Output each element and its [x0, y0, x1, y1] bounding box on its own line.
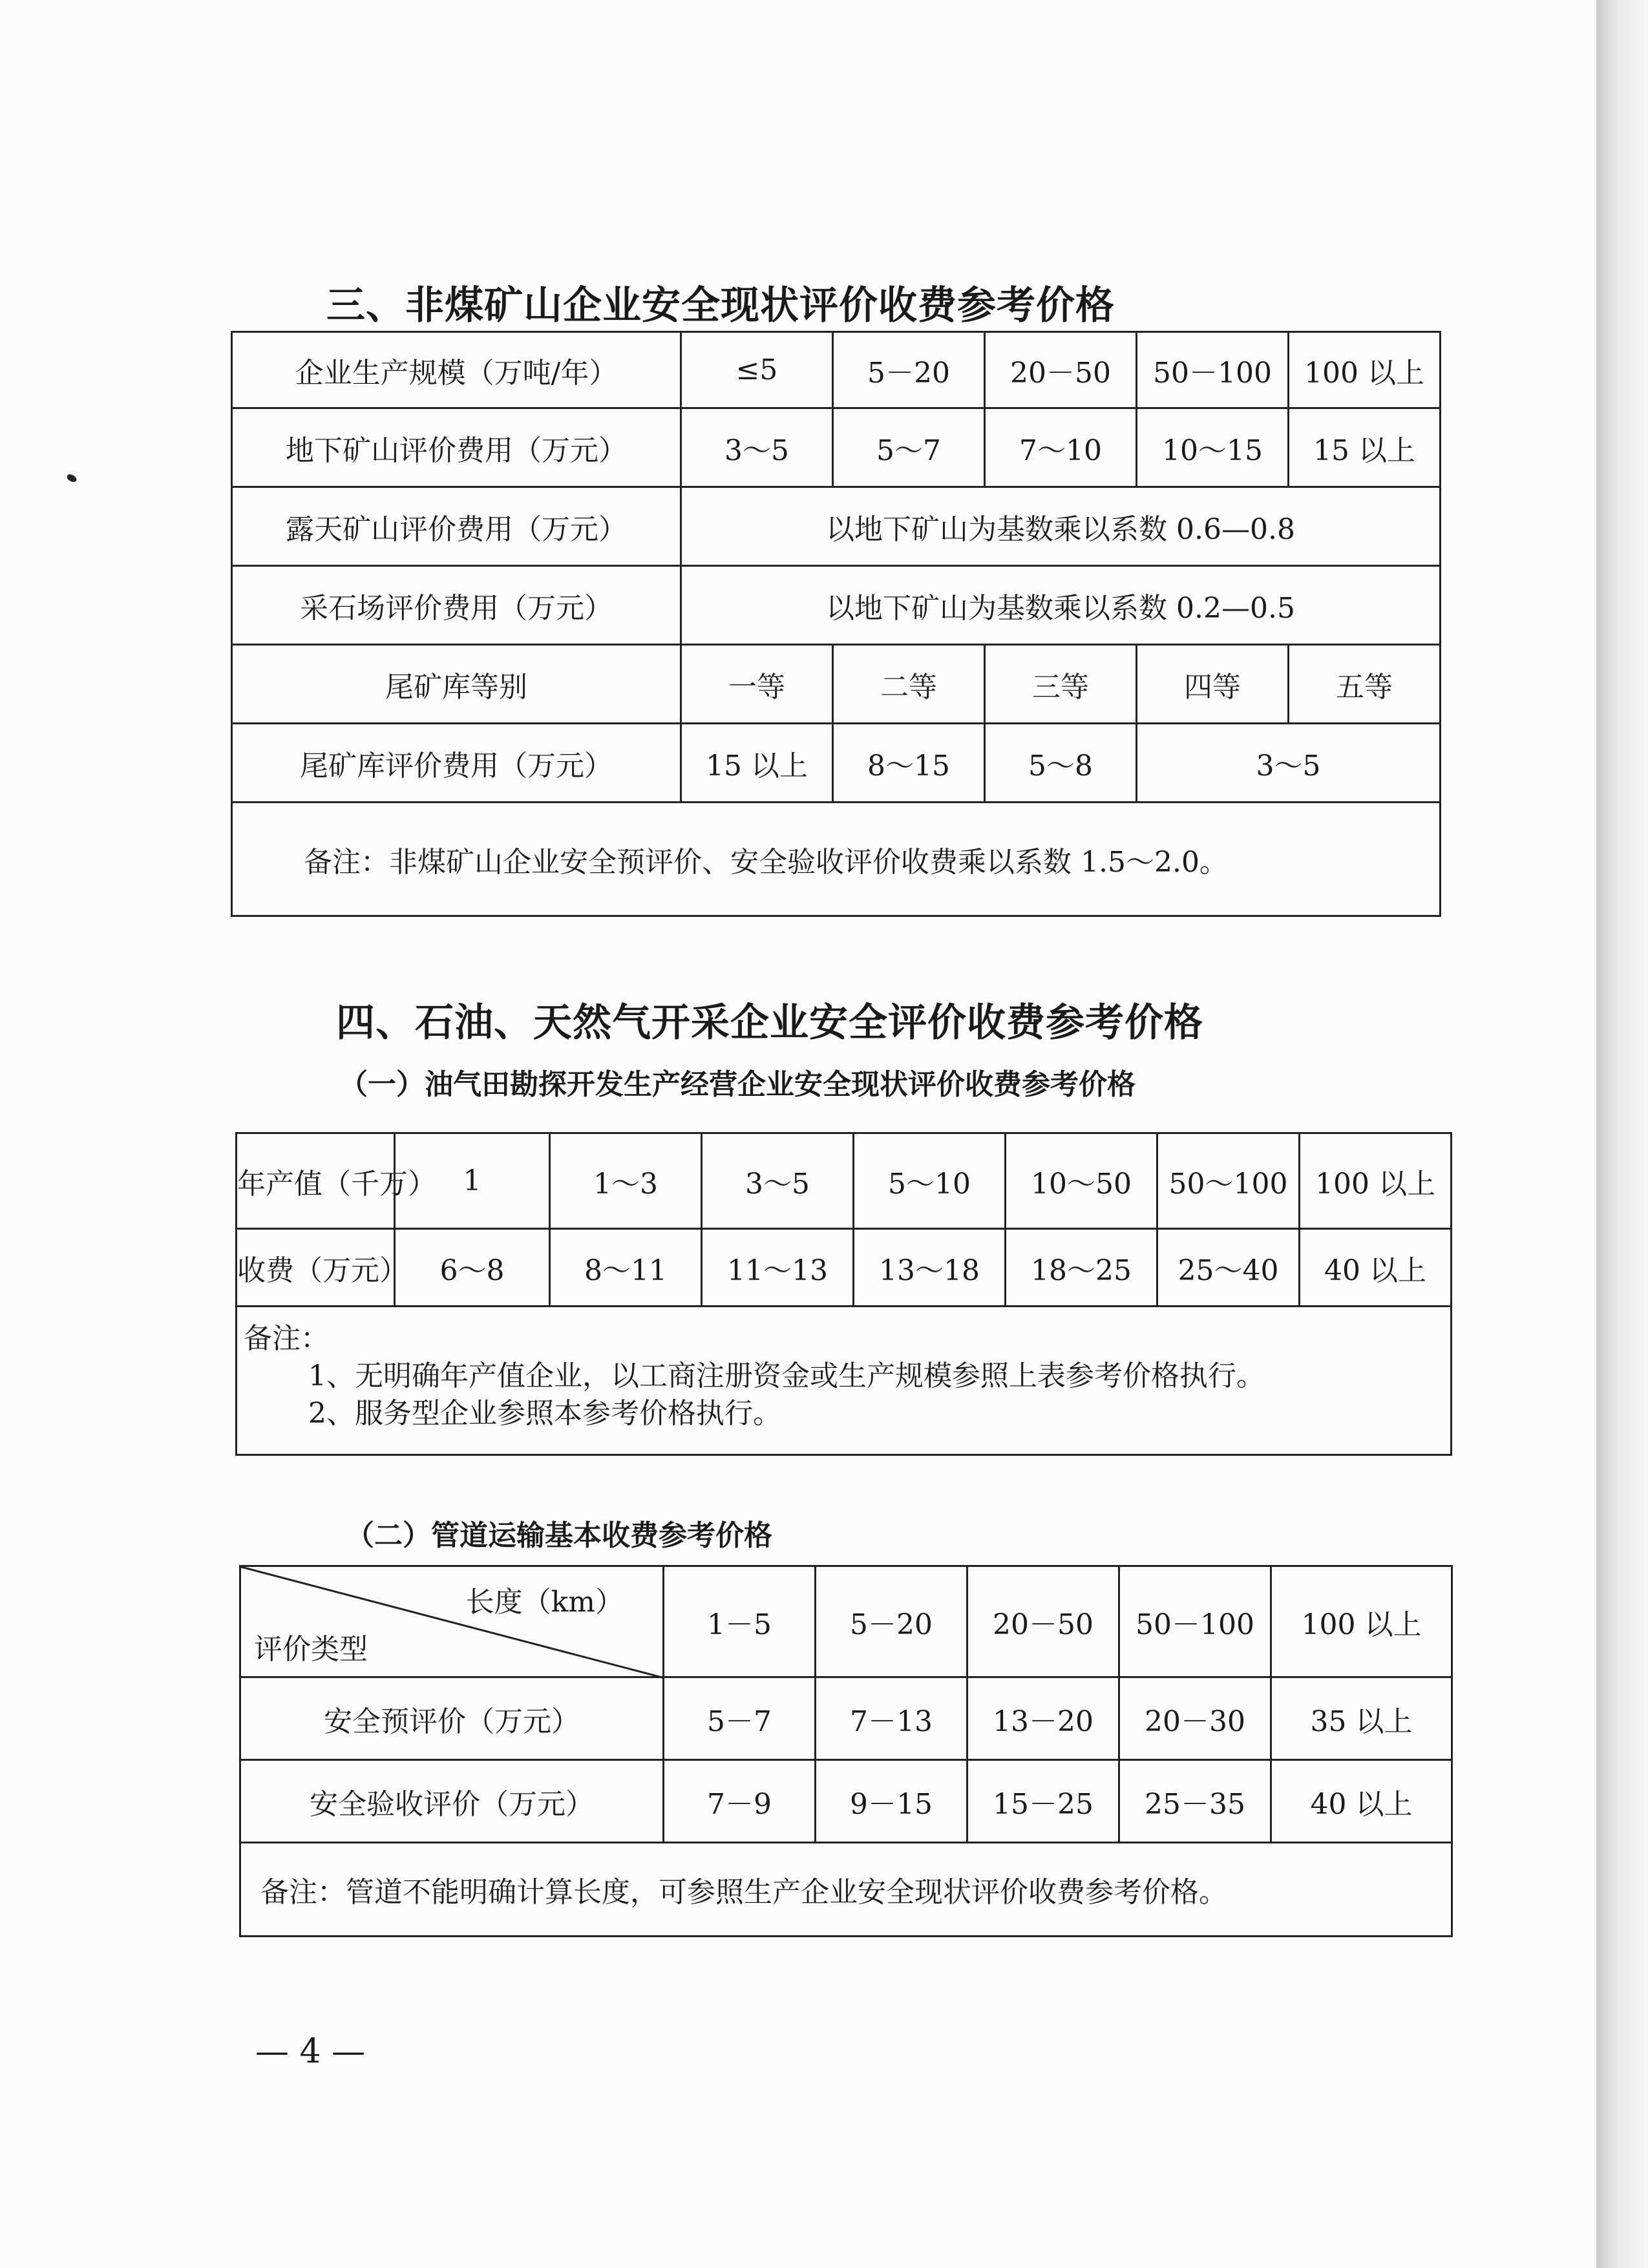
- cell: 20－50: [985, 332, 1137, 408]
- table-note: 备注：管道不能明确计算长度，可参照生产企业安全现状评价收费参考价格。: [240, 1843, 1452, 1937]
- cell: 3～5: [681, 408, 833, 487]
- section3-title: 三、非煤矿山企业安全现状评价收费参考价格: [326, 283, 1115, 328]
- cell: 1～3: [550, 1133, 702, 1229]
- row-label: 收费（万元）: [237, 1229, 395, 1307]
- section4-title: 四、石油、天然气开采企业安全评价收费参考价格: [336, 1000, 1203, 1045]
- row-label: 安全预评价（万元）: [240, 1677, 664, 1760]
- cell: 9－15: [816, 1760, 967, 1843]
- row-label: 尾矿库等别: [232, 645, 681, 724]
- section4-sub2-title: （二）管道运输基本收费参考价格: [346, 1519, 772, 1552]
- non-coal-mine-table: [231, 331, 1441, 917]
- cell: 100 以上: [1289, 332, 1441, 408]
- cell: 40 以上: [1300, 1229, 1452, 1307]
- table-row: [232, 645, 1441, 724]
- cell: 5－7: [664, 1677, 816, 1760]
- table-row: [232, 332, 1441, 408]
- table-row: [232, 408, 1441, 487]
- row-label: 企业生产规模（万吨/年）: [232, 332, 681, 408]
- table-row: [240, 1760, 1452, 1843]
- cell: 7～10: [985, 408, 1137, 487]
- cell: ≤5: [681, 332, 833, 408]
- cell: 50～100: [1157, 1133, 1300, 1229]
- cell: 二等: [833, 645, 985, 724]
- table-row: [232, 566, 1441, 645]
- table-note: [237, 1307, 1452, 1455]
- cell: 100 以上: [1271, 1566, 1452, 1677]
- cell: 10～50: [1006, 1133, 1157, 1229]
- section4-sub1-title: （一）油气田勘探开发生产经营企业安全现状评价收费参考价格: [339, 1068, 1136, 1101]
- cell: 一等: [681, 645, 833, 724]
- cell: 25－35: [1119, 1760, 1271, 1843]
- table-row: [232, 487, 1441, 566]
- cell: 以地下矿山为基数乘以系数 0.6—0.8: [681, 487, 1441, 566]
- cell: 50－100: [1137, 332, 1289, 408]
- page-edge: [1596, 0, 1648, 2268]
- cell: 6～8: [395, 1229, 550, 1307]
- table-row: [237, 1229, 1452, 1307]
- note-item: 1、无明确年产值企业，以工商注册资金或生产规模参照上表参考价格执行。: [308, 1360, 1265, 1392]
- oil-gas-table: [235, 1132, 1452, 1456]
- cell: 7－9: [664, 1760, 816, 1843]
- cell: 15 以上: [1289, 408, 1441, 487]
- cell: 5～10: [854, 1133, 1006, 1229]
- cell: 40 以上: [1271, 1760, 1452, 1843]
- cell: 100 以上: [1300, 1133, 1452, 1229]
- cell: 1: [395, 1133, 550, 1229]
- cell: 10～15: [1137, 408, 1289, 487]
- table-row: [240, 1566, 1452, 1677]
- cell: 35 以上: [1271, 1677, 1452, 1760]
- row-label: 地下矿山评价费用（万元）: [232, 408, 681, 487]
- table-row: [232, 803, 1441, 916]
- cell: 20－50: [967, 1566, 1119, 1677]
- cell: 18～25: [1006, 1229, 1157, 1307]
- row-label: 尾矿库评价费用（万元）: [232, 724, 681, 803]
- cell: 3～5: [1137, 724, 1441, 803]
- cell: 5～8: [985, 724, 1137, 803]
- cell: 7－13: [816, 1677, 967, 1760]
- cell: 15 以上: [681, 724, 833, 803]
- cell: 四等: [1137, 645, 1289, 724]
- cell: 三等: [985, 645, 1137, 724]
- diagonal-header-cell: [240, 1566, 664, 1677]
- cell: 15－25: [967, 1760, 1119, 1843]
- pipeline-table: [239, 1565, 1453, 1937]
- cell: 8～15: [833, 724, 985, 803]
- cell: 5－20: [816, 1566, 967, 1677]
- cell: 五等: [1289, 645, 1441, 724]
- cell: 25～40: [1157, 1229, 1300, 1307]
- corner-bottom-label: 评价类型: [254, 1633, 368, 1666]
- table-row: [240, 1843, 1452, 1937]
- page-number: — 4 —: [255, 2032, 366, 2071]
- cell: 以地下矿山为基数乘以系数 0.2—0.5: [681, 566, 1441, 645]
- table-note: 备注：非煤矿山企业安全预评价、安全验收评价收费乘以系数 1.5～2.0。: [232, 803, 1441, 916]
- row-label: 露天矿山评价费用（万元）: [232, 487, 681, 566]
- cell: 13－20: [967, 1677, 1119, 1760]
- table-row: [237, 1307, 1452, 1455]
- row-label: 采石场评价费用（万元）: [232, 566, 681, 645]
- cell: 5－20: [833, 332, 985, 408]
- table-row: [237, 1133, 1452, 1229]
- cell: 20－30: [1119, 1677, 1271, 1760]
- cell: 8～11: [550, 1229, 702, 1307]
- cell: 13～18: [854, 1229, 1006, 1307]
- note-item: 2、服务型企业参照本参考价格执行。: [308, 1397, 781, 1430]
- cell: 50－100: [1119, 1566, 1271, 1677]
- corner-top-label: 长度（km）: [465, 1586, 624, 1619]
- table-row: [240, 1677, 1452, 1760]
- row-label: 安全验收评价（万元）: [240, 1760, 664, 1843]
- cell: 5～7: [833, 408, 985, 487]
- cell: 11～13: [702, 1229, 854, 1307]
- row-label: 年产值（千万）: [237, 1133, 395, 1229]
- table-row: [232, 724, 1441, 803]
- cell: 1－5: [664, 1566, 816, 1677]
- cell: 3～5: [702, 1133, 854, 1229]
- note-title: 备注：: [244, 1322, 329, 1355]
